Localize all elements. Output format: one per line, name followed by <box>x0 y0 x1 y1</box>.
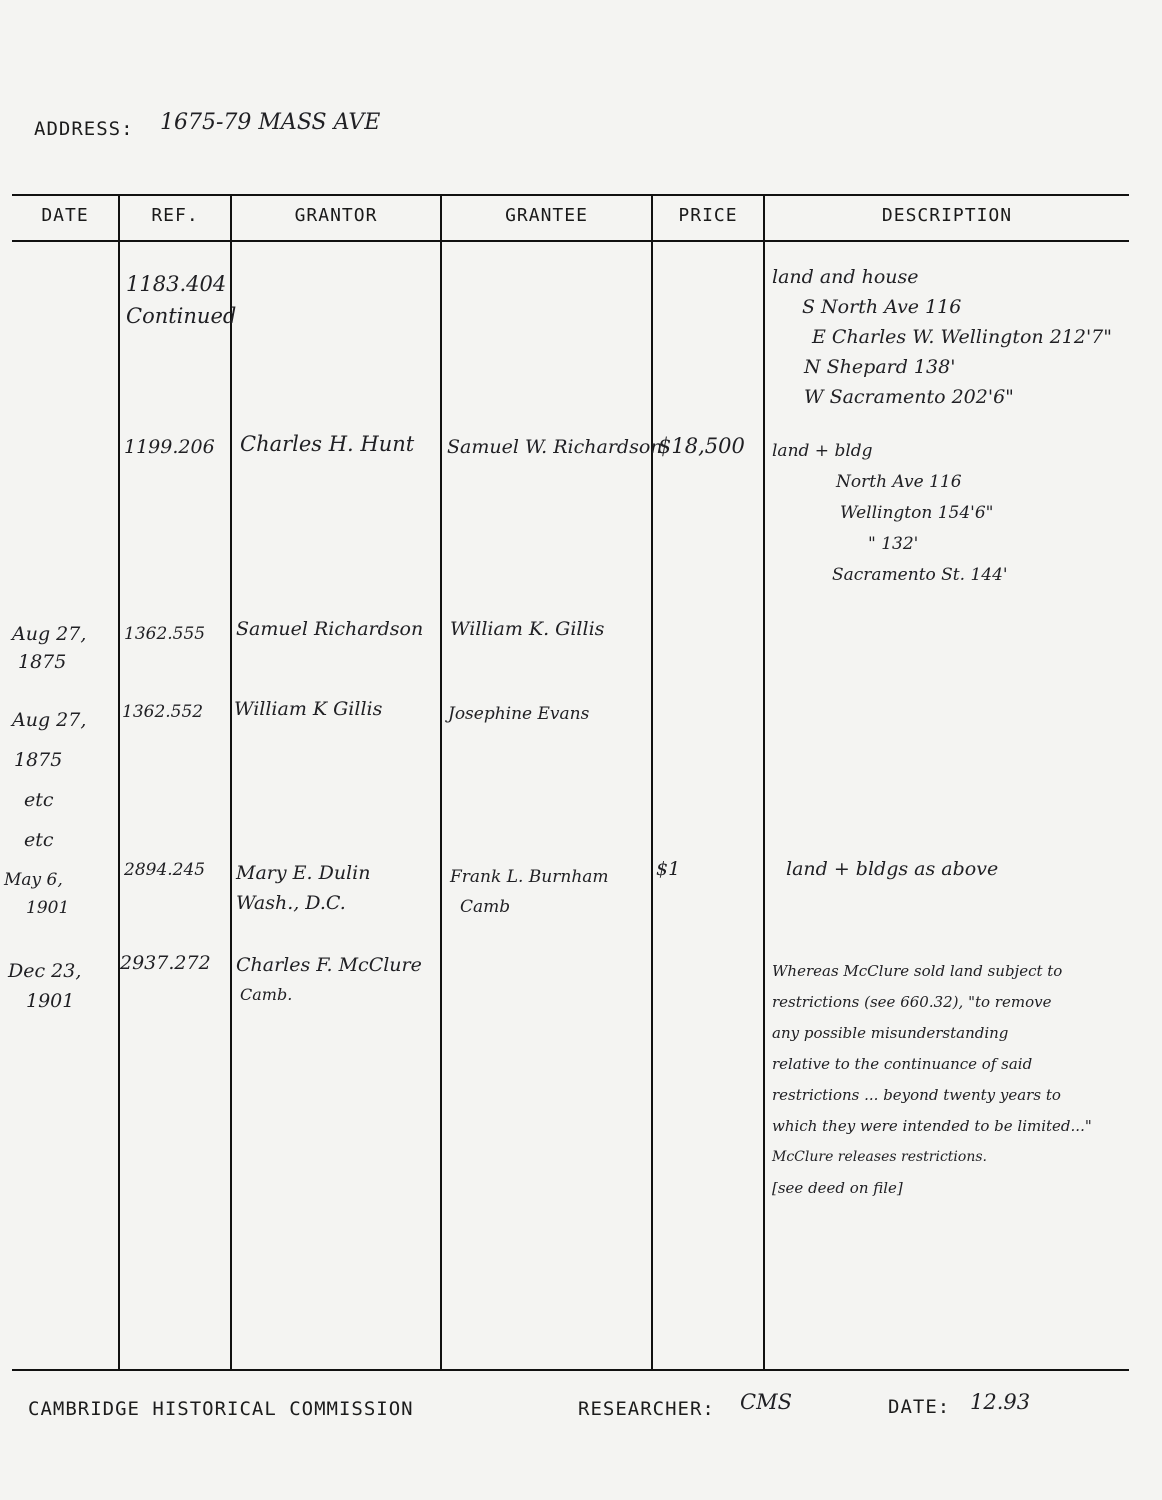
footer-date-label: DATE: <box>888 1396 951 1418</box>
row-3-date: Aug 27, 1875 etc etc <box>12 709 87 851</box>
row-2-date: Aug 27, 1875 <box>12 623 87 673</box>
row-4-grantee: Frank L. Burnham Camb <box>450 867 609 917</box>
footer-researcher-value: CMS <box>740 1390 792 1414</box>
row-4-price: $1 <box>656 858 681 880</box>
table-header-divider <box>12 240 1129 242</box>
column-header-description: DESCRIPTION <box>881 205 1013 226</box>
row-3-ref: 1362.552 <box>122 702 204 722</box>
row-0-description: land and house S North Ave 116 E Charles W. Wellington 212'7" N Shepard 138' W Sacramento 202'6" <box>772 266 1113 408</box>
row-2-grantor: Samuel Richardson <box>236 618 424 640</box>
column-header-grantor: GRANTOR <box>294 205 378 226</box>
col-divider-4 <box>651 194 653 1371</box>
address-label: ADDRESS: <box>34 118 134 140</box>
row-4-ref: 2894.245 <box>124 860 206 880</box>
column-header-price: PRICE <box>678 205 738 226</box>
col-divider-3 <box>440 194 442 1371</box>
table-bottom-border <box>12 1369 1129 1371</box>
row-3-grantee: Josephine Evans <box>448 704 590 724</box>
address-value: 1675-79 MASS AVE <box>160 110 381 135</box>
row-1-grantee: Samuel W. Richardson <box>447 436 663 458</box>
row-5-ref: 2937.272 <box>120 952 211 974</box>
row-1-price: $18,500 <box>658 434 745 458</box>
row-4-grantor: Mary E. Dulin Wash., D.C. <box>236 862 371 914</box>
col-divider-1 <box>118 194 120 1371</box>
footer-researcher-label: RESEARCHER: <box>578 1398 715 1420</box>
col-divider-5 <box>763 194 765 1371</box>
row-1-grantor: Charles H. Hunt <box>240 432 415 456</box>
row-2-ref: 1362.555 <box>124 624 206 644</box>
row-5-date: Dec 23, 1901 <box>8 960 82 1012</box>
footer-commission: CAMBRIDGE HISTORICAL COMMISSION <box>28 1398 414 1420</box>
row-5-description: Whereas McClure sold land subject to restrictions (see 660.32), "to remove any possible misunderstanding relative to the continuance of said restrictions ... beyond twenty years to which they were intended to be limited..." McClure releases restrictions. [see deed on file] <box>772 962 1092 1197</box>
footer-date-value: 12.93 <box>970 1390 1031 1414</box>
row-1-description: land + bldg North Ave 116 Wellington 154'6" " 132' Sacramento St. 144' <box>772 441 1008 585</box>
row-2-grantee: William K. Gillis <box>450 618 605 640</box>
row-1-ref: 1199.206 <box>124 436 215 458</box>
column-header-ref: REF. <box>151 205 199 226</box>
row-4-date: May 6, 1901 <box>4 870 70 918</box>
row-3-grantor: William K Gillis <box>234 698 383 720</box>
row-4-description: land + bldgs as above <box>786 858 999 880</box>
row-5-grantor: Charles F. McClure Camb. <box>236 954 422 1004</box>
row-0-ref: 1183.404 Continued <box>126 272 237 328</box>
col-divider-2 <box>230 194 232 1371</box>
table-top-border <box>12 194 1129 196</box>
column-header-grantee: GRANTEE <box>505 205 588 226</box>
column-header-date: DATE <box>41 205 89 226</box>
